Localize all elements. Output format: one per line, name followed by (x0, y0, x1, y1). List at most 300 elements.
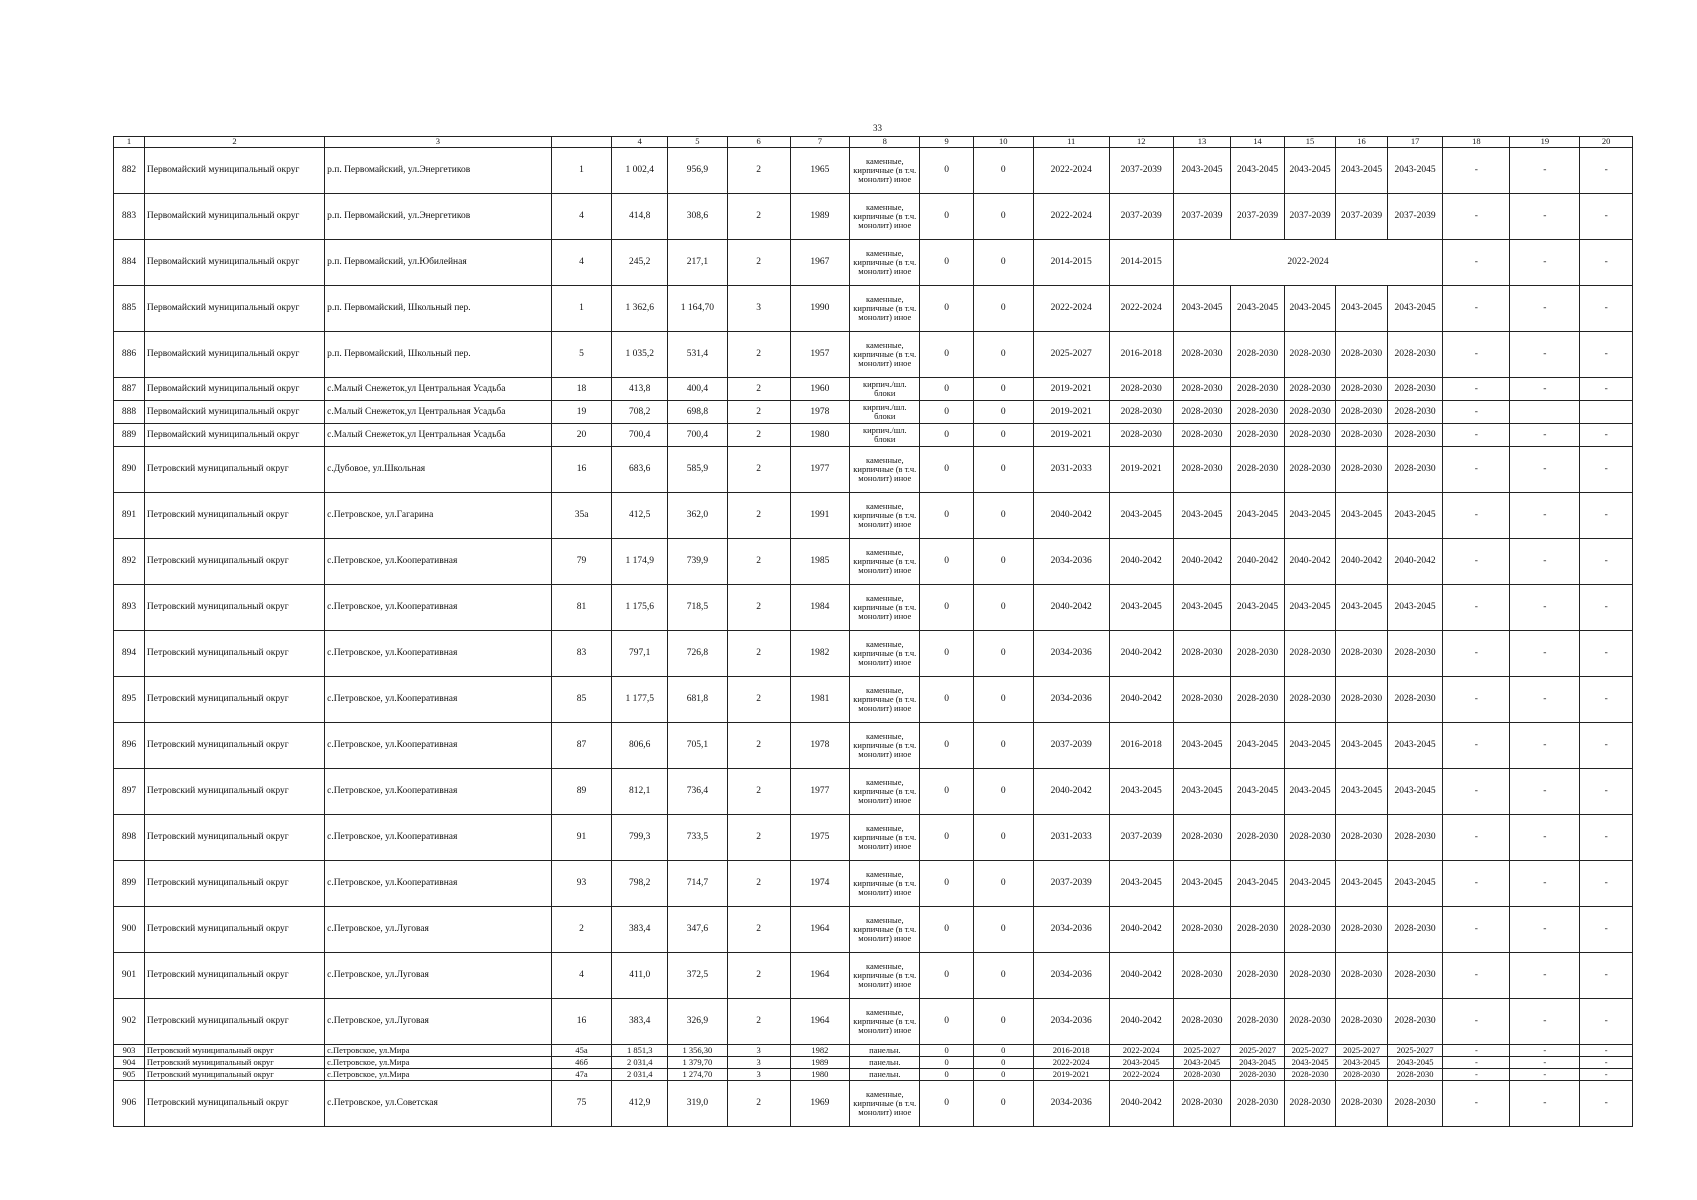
column-header: 4 (612, 137, 668, 148)
cell-a20: - (1580, 1045, 1633, 1057)
cell-a18: - (1443, 815, 1510, 861)
cell-a12: 2043-2045 (1109, 769, 1173, 815)
cell-a5: 956,9 (668, 148, 728, 194)
cell-a18: - (1443, 723, 1510, 769)
cell-a11: 2034-2036 (1033, 539, 1109, 585)
column-header: 5 (668, 137, 728, 148)
cell-a14: 2028-2030 (1231, 677, 1285, 723)
cell-address: с.Петровское, ул.Луговая (325, 907, 552, 953)
cell-district: Петровский муниципальный округ (144, 861, 324, 907)
cell-house: 1 (551, 286, 612, 332)
cell-a5: 733,5 (668, 815, 728, 861)
cell-a13: 2043-2045 (1173, 493, 1231, 539)
cell-a8: каменные, кирпичные (в т.ч. монолит) иное (850, 539, 920, 585)
cell-a19: - (1510, 953, 1580, 999)
cell-a11: 2034-2036 (1033, 999, 1109, 1045)
table-row (114, 585, 1633, 631)
cell-a5: 718,5 (668, 585, 728, 631)
cell-a10: 0 (973, 1081, 1033, 1127)
cell-address: р.п. Первомайский, ул.Энергетиков (325, 148, 552, 194)
cell-a13: 2028-2030 (1173, 447, 1231, 493)
cell-house: 93 (551, 861, 612, 907)
cell-address: с.Петровское, ул.Кооперативная (325, 631, 552, 677)
cell-n: 886 (114, 332, 145, 378)
cell-a9: 0 (920, 194, 974, 240)
cell-a13: 2028-2030 (1173, 1081, 1231, 1127)
cell-a20: - (1580, 424, 1633, 447)
cell-n: 889 (114, 424, 145, 447)
cell-a15: 2043-2045 (1284, 723, 1335, 769)
cell-a7: 1977 (790, 769, 850, 815)
cell-a14: 2043-2045 (1231, 861, 1285, 907)
cell-a14: 2043-2045 (1231, 148, 1285, 194)
cell-a20: - (1580, 447, 1633, 493)
cell-a17: 2028-2030 (1387, 677, 1443, 723)
cell-address: р.п. Первомайский, Школьный пер. (325, 332, 552, 378)
cell-a16: 2043-2045 (1336, 585, 1387, 631)
cell-a16: 2043-2045 (1336, 148, 1387, 194)
cell-a5: 705,1 (668, 723, 728, 769)
cell-a5: 217,1 (668, 240, 728, 286)
cell-a10: 0 (973, 1069, 1033, 1081)
cell-a18: - (1443, 953, 1510, 999)
cell-a12: 2016-2018 (1109, 332, 1173, 378)
cell-a15: 2028-2030 (1284, 1069, 1335, 1081)
cell-a6: 2 (727, 240, 790, 286)
cell-a6: 3 (727, 286, 790, 332)
cell-a6: 2 (727, 148, 790, 194)
cell-a5: 372,5 (668, 953, 728, 999)
cell-n: 890 (114, 447, 145, 493)
column-header: 11 (1033, 137, 1109, 148)
table-row (114, 1057, 1633, 1069)
cell-a16: 2028-2030 (1336, 447, 1387, 493)
cell-district: Первомайский муниципальный округ (144, 194, 324, 240)
cell-a18: - (1443, 1045, 1510, 1057)
cell-a10: 0 (973, 240, 1033, 286)
cell-a10: 0 (973, 953, 1033, 999)
column-header: 17 (1387, 137, 1443, 148)
cell-a7: 1957 (790, 332, 850, 378)
cell-a8: каменные, кирпичные (в т.ч. монолит) иное (850, 447, 920, 493)
cell-district: Первомайский муниципальный округ (144, 148, 324, 194)
cell-a15: 2028-2030 (1284, 447, 1335, 493)
cell-a7: 1964 (790, 907, 850, 953)
cell-a18: - (1443, 332, 1510, 378)
cell-n: 884 (114, 240, 145, 286)
cell-a16: 2043-2045 (1336, 1057, 1387, 1069)
cell-a20: - (1580, 585, 1633, 631)
cell-a9: 0 (920, 378, 974, 401)
cell-a14: 2028-2030 (1231, 631, 1285, 677)
cell-n: 893 (114, 585, 145, 631)
cell-a19: - (1510, 378, 1580, 401)
cell-a7: 1977 (790, 447, 850, 493)
cell-a5: 698,8 (668, 401, 728, 424)
cell-address: с.Дубовое, ул.Школьная (325, 447, 552, 493)
cell-a13: 2043-2045 (1173, 1057, 1231, 1069)
column-header: 13 (1173, 137, 1231, 148)
cell-a20: - (1580, 677, 1633, 723)
cell-a7: 1984 (790, 585, 850, 631)
cell-district: Первомайский муниципальный округ (144, 424, 324, 447)
cell-a12: 2040-2042 (1109, 999, 1173, 1045)
cell-a10: 0 (973, 447, 1033, 493)
cell-a11: 2037-2039 (1033, 861, 1109, 907)
column-header: 9 (920, 137, 974, 148)
cell-address: с.Петровское, ул.Кооперативная (325, 585, 552, 631)
cell-a7: 1978 (790, 723, 850, 769)
cell-a9: 0 (920, 677, 974, 723)
cell-house: 35а (551, 493, 612, 539)
table-row (114, 539, 1633, 585)
cell-district: Первомайский муниципальный округ (144, 332, 324, 378)
cell-a5: 700,4 (668, 424, 728, 447)
cell-address: с.Петровское, ул.Кооперативная (325, 677, 552, 723)
cell-n: 904 (114, 1057, 145, 1069)
cell-a20: - (1580, 378, 1633, 401)
cell-a20: - (1580, 769, 1633, 815)
cell-a8: каменные, кирпичные (в т.ч. монолит) иное (850, 493, 920, 539)
cell-a14: 2043-2045 (1231, 723, 1285, 769)
column-header: 7 (790, 137, 850, 148)
cell-a10: 0 (973, 539, 1033, 585)
cell-a15: 2025-2027 (1284, 1045, 1335, 1057)
cell-a18: - (1443, 194, 1510, 240)
cell-a8: каменные, кирпичные (в т.ч. монолит) иное (850, 332, 920, 378)
cell-a6: 2 (727, 999, 790, 1045)
cell-a7: 1989 (790, 194, 850, 240)
cell-a4: 799,3 (612, 815, 668, 861)
column-header: 8 (850, 137, 920, 148)
cell-a12: 2037-2039 (1109, 148, 1173, 194)
cell-a11: 2025-2027 (1033, 332, 1109, 378)
cell-a13: 2028-2030 (1173, 401, 1231, 424)
cell-district: Петровский муниципальный округ (144, 953, 324, 999)
cell-a8: каменные, кирпичные (в т.ч. монолит) иное (850, 148, 920, 194)
cell-a9: 0 (920, 401, 974, 424)
cell-a12: 2037-2039 (1109, 194, 1173, 240)
cell-address: с.Петровское, ул.Гагарина (325, 493, 552, 539)
cell-a18: - (1443, 769, 1510, 815)
cell-address: р.п. Первомайский, Школьный пер. (325, 286, 552, 332)
cell-house: 47а (551, 1069, 612, 1081)
cell-a16: 2028-2030 (1336, 332, 1387, 378)
cell-a6: 2 (727, 723, 790, 769)
cell-a9: 0 (920, 332, 974, 378)
table-row (114, 493, 1633, 539)
cell-a6: 2 (727, 769, 790, 815)
cell-a8: каменные, кирпичные (в т.ч. монолит) иное (850, 815, 920, 861)
cell-a5: 1 274,70 (668, 1069, 728, 1081)
cell-a4: 1 177,5 (612, 677, 668, 723)
cell-a11: 2019-2021 (1033, 1069, 1109, 1081)
cell-a10: 0 (973, 378, 1033, 401)
cell-a5: 585,9 (668, 447, 728, 493)
cell-a13: 2025-2027 (1173, 1045, 1231, 1057)
table-row (114, 332, 1633, 378)
cell-a18: - (1443, 493, 1510, 539)
table-row (114, 953, 1633, 999)
cell-house: 83 (551, 631, 612, 677)
cell-a20: - (1580, 999, 1633, 1045)
cell-a6: 2 (727, 677, 790, 723)
cell-n: 902 (114, 999, 145, 1045)
cell-a20 (1580, 401, 1633, 424)
cell-a17: 2043-2045 (1387, 148, 1443, 194)
cell-a18: - (1443, 447, 1510, 493)
cell-house: 85 (551, 677, 612, 723)
cell-a4: 798,2 (612, 861, 668, 907)
cell-a17: 2043-2045 (1387, 1057, 1443, 1069)
cell-a19: - (1510, 1081, 1580, 1127)
cell-a14: 2028-2030 (1231, 424, 1285, 447)
cell-a18: - (1443, 148, 1510, 194)
table-row (114, 424, 1633, 447)
cell-a4: 383,4 (612, 907, 668, 953)
cell-n: 892 (114, 539, 145, 585)
column-header: 18 (1443, 137, 1510, 148)
cell-a9: 0 (920, 286, 974, 332)
cell-a14: 2043-2045 (1231, 585, 1285, 631)
cell-a17: 2028-2030 (1387, 1069, 1443, 1081)
cell-a9: 0 (920, 861, 974, 907)
table-row (114, 769, 1633, 815)
cell-a8: каменные, кирпичные (в т.ч. монолит) иное (850, 861, 920, 907)
cell-a15: 2028-2030 (1284, 907, 1335, 953)
cell-a6: 2 (727, 424, 790, 447)
cell-a10: 0 (973, 401, 1033, 424)
cell-a7: 1982 (790, 1045, 850, 1057)
cell-a16: 2028-2030 (1336, 999, 1387, 1045)
cell-district: Петровский муниципальный округ (144, 631, 324, 677)
cell-a7: 1974 (790, 861, 850, 907)
cell-a19: - (1510, 148, 1580, 194)
cell-a7: 1969 (790, 1081, 850, 1127)
cell-a11: 2019-2021 (1033, 424, 1109, 447)
cell-a19: - (1510, 447, 1580, 493)
cell-a17: 2028-2030 (1387, 631, 1443, 677)
housing-register-table (113, 136, 1633, 1127)
cell-a19: - (1510, 194, 1580, 240)
cell-a14: 2028-2030 (1231, 1081, 1285, 1127)
cell-district: Петровский муниципальный округ (144, 493, 324, 539)
cell-a14: 2028-2030 (1231, 447, 1285, 493)
cell-a14: 2028-2030 (1231, 815, 1285, 861)
cell-a17: 2028-2030 (1387, 815, 1443, 861)
cell-a11: 2034-2036 (1033, 907, 1109, 953)
cell-a13: 2040-2042 (1173, 539, 1231, 585)
cell-n: 898 (114, 815, 145, 861)
cell-house: 75 (551, 1081, 612, 1127)
cell-a19: - (1510, 1057, 1580, 1069)
cell-a13: 2028-2030 (1173, 677, 1231, 723)
cell-a19: - (1510, 332, 1580, 378)
cell-house: 87 (551, 723, 612, 769)
cell-a7: 1964 (790, 953, 850, 999)
cell-a13: 2028-2030 (1173, 332, 1231, 378)
cell-house: 79 (551, 539, 612, 585)
cell-a17: 2028-2030 (1387, 378, 1443, 401)
table-row (114, 861, 1633, 907)
cell-a9: 0 (920, 631, 974, 677)
cell-a12: 2040-2042 (1109, 953, 1173, 999)
cell-a8: каменные, кирпичные (в т.ч. монолит) иное (850, 769, 920, 815)
cell-a20: - (1580, 1069, 1633, 1081)
cell-a9: 0 (920, 1057, 974, 1069)
cell-a18: - (1443, 539, 1510, 585)
cell-a8: панельн. (850, 1057, 920, 1069)
cell-merged-period: 2022-2024 (1173, 240, 1443, 286)
cell-a10: 0 (973, 861, 1033, 907)
column-header: 14 (1231, 137, 1285, 148)
cell-a18: - (1443, 240, 1510, 286)
cell-a8: панельн. (850, 1069, 920, 1081)
column-header: 19 (1510, 137, 1580, 148)
cell-address: с.Петровское, ул.Луговая (325, 953, 552, 999)
cell-a5: 326,9 (668, 999, 728, 1045)
cell-a12: 2019-2021 (1109, 447, 1173, 493)
cell-a20: - (1580, 286, 1633, 332)
cell-a15: 2043-2045 (1284, 148, 1335, 194)
cell-a7: 1967 (790, 240, 850, 286)
column-header (551, 137, 612, 148)
cell-house: 5 (551, 332, 612, 378)
cell-a19: - (1510, 769, 1580, 815)
cell-house: 4 (551, 953, 612, 999)
cell-a4: 1 851,3 (612, 1045, 668, 1057)
cell-n: 896 (114, 723, 145, 769)
cell-a16: 2028-2030 (1336, 815, 1387, 861)
cell-a4: 2 031,4 (612, 1069, 668, 1081)
cell-a8: каменные, кирпичные (в т.ч. монолит) иное (850, 953, 920, 999)
cell-a7: 1989 (790, 1057, 850, 1069)
cell-a11: 2034-2036 (1033, 677, 1109, 723)
cell-a14: 2043-2045 (1231, 1057, 1285, 1069)
cell-a8: каменные, кирпичные (в т.ч. монолит) иное (850, 999, 920, 1045)
cell-district: Петровский муниципальный округ (144, 907, 324, 953)
cell-a14: 2028-2030 (1231, 401, 1285, 424)
cell-a10: 0 (973, 1045, 1033, 1057)
cell-a11: 2034-2036 (1033, 1081, 1109, 1127)
cell-address: с.Петровское, ул.Мира (325, 1057, 552, 1069)
cell-a7: 1991 (790, 493, 850, 539)
cell-a9: 0 (920, 1069, 974, 1081)
column-header: 1 (114, 137, 145, 148)
cell-a5: 347,6 (668, 907, 728, 953)
cell-a10: 0 (973, 907, 1033, 953)
table-row (114, 447, 1633, 493)
cell-a20: - (1580, 332, 1633, 378)
cell-a5: 736,4 (668, 769, 728, 815)
cell-a13: 2043-2045 (1173, 148, 1231, 194)
cell-address: с.Петровское, ул.Кооперативная (325, 769, 552, 815)
cell-a18: - (1443, 1069, 1510, 1081)
cell-a13: 2028-2030 (1173, 815, 1231, 861)
cell-a10: 0 (973, 493, 1033, 539)
cell-a17: 2043-2045 (1387, 861, 1443, 907)
cell-a18: - (1443, 378, 1510, 401)
cell-a17: 2028-2030 (1387, 999, 1443, 1045)
table-row (114, 378, 1633, 401)
cell-a9: 0 (920, 953, 974, 999)
cell-a16: 2028-2030 (1336, 401, 1387, 424)
cell-n: 887 (114, 378, 145, 401)
cell-a20: - (1580, 194, 1633, 240)
cell-a4: 1 362,6 (612, 286, 668, 332)
cell-a7: 1980 (790, 1069, 850, 1081)
cell-a13: 2043-2045 (1173, 769, 1231, 815)
cell-a19: - (1510, 286, 1580, 332)
cell-a19: - (1510, 631, 1580, 677)
cell-a15: 2043-2045 (1284, 286, 1335, 332)
column-header: 12 (1109, 137, 1173, 148)
cell-a17: 2043-2045 (1387, 723, 1443, 769)
cell-a17: 2025-2027 (1387, 1045, 1443, 1057)
cell-a14: 2028-2030 (1231, 1069, 1285, 1081)
cell-a16: 2043-2045 (1336, 861, 1387, 907)
cell-a11: 2031-2033 (1033, 447, 1109, 493)
cell-a12: 2040-2042 (1109, 907, 1173, 953)
cell-a5: 1 356,30 (668, 1045, 728, 1057)
cell-a4: 414,8 (612, 194, 668, 240)
cell-a9: 0 (920, 240, 974, 286)
table-row (114, 723, 1633, 769)
cell-address: с.Петровское, ул.Кооперативная (325, 723, 552, 769)
cell-a6: 2 (727, 378, 790, 401)
table-row (114, 148, 1633, 194)
cell-a12: 2014-2015 (1109, 240, 1173, 286)
cell-a14: 2028-2030 (1231, 332, 1285, 378)
cell-a12: 2022-2024 (1109, 1069, 1173, 1081)
cell-a8: панельн. (850, 1045, 920, 1057)
cell-a11: 2040-2042 (1033, 493, 1109, 539)
cell-a13: 2028-2030 (1173, 631, 1231, 677)
cell-a16: 2043-2045 (1336, 769, 1387, 815)
cell-a9: 0 (920, 769, 974, 815)
cell-a10: 0 (973, 677, 1033, 723)
cell-a17: 2028-2030 (1387, 447, 1443, 493)
cell-a12: 2040-2042 (1109, 631, 1173, 677)
cell-a8: каменные, кирпичные (в т.ч. монолит) иное (850, 723, 920, 769)
cell-a15: 2028-2030 (1284, 332, 1335, 378)
cell-address: с.Петровское, ул.Кооперативная (325, 815, 552, 861)
cell-a9: 0 (920, 907, 974, 953)
cell-a15: 2043-2045 (1284, 1057, 1335, 1069)
cell-n: 885 (114, 286, 145, 332)
cell-a4: 1 002,4 (612, 148, 668, 194)
cell-a11: 2022-2024 (1033, 1057, 1109, 1069)
cell-a9: 0 (920, 424, 974, 447)
table-row (114, 1081, 1633, 1127)
cell-a19: - (1510, 240, 1580, 286)
cell-a16: 2040-2042 (1336, 539, 1387, 585)
cell-a9: 0 (920, 447, 974, 493)
cell-a13: 2028-2030 (1173, 953, 1231, 999)
cell-house: 89 (551, 769, 612, 815)
cell-n: 888 (114, 401, 145, 424)
column-header: 20 (1580, 137, 1633, 148)
cell-a10: 0 (973, 148, 1033, 194)
cell-a12: 2028-2030 (1109, 424, 1173, 447)
cell-a11: 2019-2021 (1033, 401, 1109, 424)
cell-a5: 726,8 (668, 631, 728, 677)
cell-a15: 2028-2030 (1284, 1081, 1335, 1127)
cell-a20: - (1580, 539, 1633, 585)
cell-a7: 1985 (790, 539, 850, 585)
cell-a15: 2028-2030 (1284, 631, 1335, 677)
cell-a6: 2 (727, 861, 790, 907)
